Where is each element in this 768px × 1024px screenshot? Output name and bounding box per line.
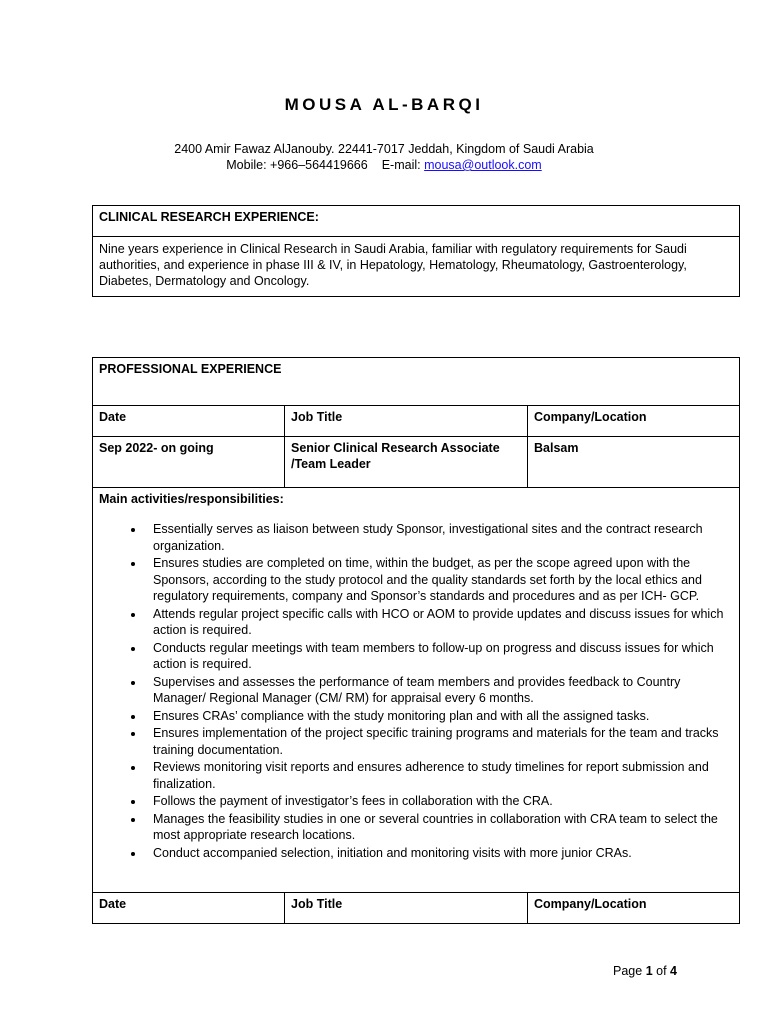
candidate-name: MOUSA AL-BARQI xyxy=(284,95,484,114)
job-company: Balsam xyxy=(528,437,740,488)
col-date-header: Date xyxy=(93,406,285,437)
address-line: 2400 Amir Fawaz AlJanouby. 22441-7017 Jeddah, Kingdom of Saudi Arabia xyxy=(174,142,594,156)
activities-cell xyxy=(93,488,740,893)
list-item: • Manages the feasibility studies in one or several countries in collaboration with CRA team to select the most appropriate research locations. xyxy=(145,811,733,844)
page-total: 4 xyxy=(670,964,677,978)
page-prefix: Page xyxy=(613,964,643,978)
contact-block xyxy=(0,141,768,173)
clinical-research-heading: CLINICAL RESEARCH EXPERIENCE: xyxy=(93,206,740,237)
list-item: • Ensures implementation of the project specific training programs and materials for the team and tracks training documentation. xyxy=(145,725,733,758)
activities-heading: Main activities/responsibilities: xyxy=(99,492,284,506)
clinical-research-table xyxy=(92,205,740,297)
list-item: • Essentially serves as liaison between study Sponsor, investigational sites and the contract research organization. xyxy=(145,521,733,554)
page-of: of xyxy=(656,964,667,978)
job-title-line-1: Senior Clinical Research Associate xyxy=(291,441,500,455)
job-title xyxy=(285,437,528,488)
list-item: • Conduct accompanied selection, initiation and monitoring visits with more junior CRAs. xyxy=(145,845,733,862)
mobile-number: Mobile: +966–564419666 xyxy=(226,158,368,172)
professional-experience-heading: PROFESSIONAL EXPERIENCE xyxy=(93,358,740,406)
col-company-header: Company/Location xyxy=(528,406,740,437)
job-title-line-2: /Team Leader xyxy=(291,457,371,471)
email-link[interactable]: mousa@outlook.com xyxy=(424,158,542,172)
professional-experience-table xyxy=(92,357,740,924)
activities-list xyxy=(99,521,733,861)
list-item: • Attends regular project specific calls with HCO or AOM to provide updates and discuss issues for which action is required. xyxy=(145,606,733,639)
next-job-title-header: Job Title xyxy=(285,893,528,924)
next-company-header: Company/Location xyxy=(528,893,740,924)
list-item: • Follows the payment of investigator’s fees in collaboration with the CRA. xyxy=(145,793,733,810)
list-item: • Ensures studies are completed on time, within the budget, as per the scope agreed upon with the Sponsors, according to the study protocol and the quality standards set forth by the local ethics and regulatory requirements, company and Sponsor’s standards and procedures and as per ICH- GCP. xyxy=(145,555,733,605)
email-label: E-mail: xyxy=(381,158,421,172)
list-item: • Reviews monitoring visit reports and ensures adherence to study timelines for report submission and finalization. xyxy=(145,759,733,792)
list-item: • Ensures CRAs’ compliance with the study monitoring plan and with all the assigned tasks. xyxy=(145,708,733,725)
page-number xyxy=(613,964,677,978)
clinical-research-summary: Nine years experience in Clinical Research in Saudi Arabia, familiar with regulatory requirements for Saudi authorities, and experience in phase III & IV, in Hepatology, Hematology, Rheumatology, Gastroenterology, Diabetes, Dermatology and Oncology. xyxy=(93,237,740,297)
contact-line xyxy=(0,157,768,173)
job-date: Sep 2022- on going xyxy=(93,437,285,488)
next-date-header: Date xyxy=(93,893,285,924)
list-item: • Supervises and assesses the performance of team members and provides feedback to Country Manager/ Regional Manager (CM/ RM) for appraisal every 6 months. xyxy=(145,674,733,707)
list-item: • Conducts regular meetings with team members to follow-up on progress and discuss issues for which action is required. xyxy=(145,640,733,673)
col-job-title-header: Job Title xyxy=(285,406,528,437)
page-current: 1 xyxy=(645,964,653,978)
